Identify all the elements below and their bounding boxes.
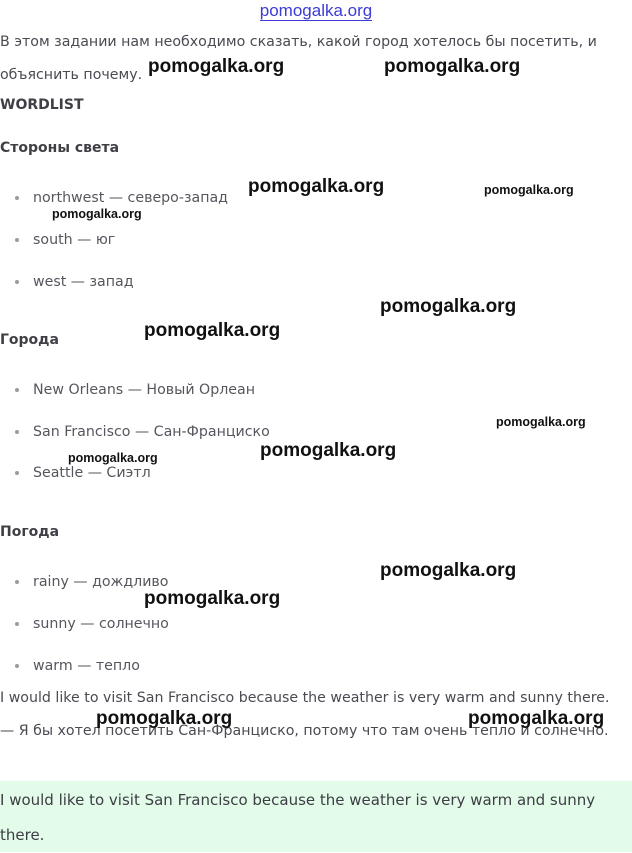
list-item-text: south — юг	[33, 232, 116, 248]
list-item	[15, 382, 255, 398]
watermark: pomogalka.org	[52, 207, 142, 221]
watermark: pomogalka.org	[96, 708, 233, 729]
list-item-text: New Orleans — Новый Орлеан	[33, 382, 255, 398]
watermark: pomogalka.org	[384, 56, 521, 77]
list-item-text: Seattle — Сиэтл	[33, 465, 151, 481]
watermark: pomogalka.org	[496, 415, 586, 429]
cities-heading: Города	[0, 332, 59, 348]
bullet-icon	[15, 471, 19, 475]
list-item-text: sunny — солнечно	[33, 616, 169, 632]
bullet-icon	[15, 622, 19, 626]
watermark: pomogalka.org	[144, 588, 281, 609]
watermark: pomogalka.org	[484, 183, 574, 197]
list-item-text: west — запад	[33, 274, 134, 290]
site-header	[0, 0, 632, 26]
bullet-icon	[15, 388, 19, 392]
watermark: pomogalka.org	[68, 451, 158, 465]
watermark: pomogalka.org	[148, 56, 285, 77]
watermark: pomogalka.org	[260, 440, 397, 461]
list-item	[15, 465, 151, 481]
list-item	[15, 616, 169, 632]
bullet-icon	[15, 664, 19, 668]
directions-heading: Стороны света	[0, 140, 120, 156]
watermark: pomogalka.org	[248, 176, 385, 197]
list-item	[15, 232, 115, 248]
bullet-icon	[15, 430, 19, 434]
list-item-text: northwest — северо-запад	[33, 190, 228, 206]
list-item	[15, 658, 140, 674]
watermark: pomogalka.org	[380, 560, 517, 581]
answer-box	[0, 781, 632, 852]
bullet-icon	[15, 280, 19, 284]
site-link[interactable]: pomogalka.org	[259, 1, 373, 20]
watermark: pomogalka.org	[144, 320, 281, 341]
bullet-icon	[15, 238, 19, 242]
weather-heading: Погода	[0, 524, 60, 540]
list-item-text: rainy — дождливо	[33, 574, 169, 590]
answer-text: I would like to visit San Francisco because the weather is very warm and sunny there.	[0, 791, 596, 844]
bullet-icon	[15, 580, 19, 584]
list-item	[15, 190, 228, 206]
list-item	[15, 424, 270, 440]
list-item-text: San Francisco — Сан-Франциско	[33, 424, 270, 440]
wordlist-heading: WORDLIST	[0, 97, 84, 113]
watermark: pomogalka.org	[380, 296, 517, 317]
watermark: pomogalka.org	[468, 708, 605, 729]
bullet-icon	[15, 196, 19, 200]
list-item	[15, 274, 134, 290]
intro-paragraph: В этом задании нам необходимо сказать, какой город хотелось бы посетить, и объяснить почему.	[0, 34, 597, 83]
example-paragraph: I would like to visit San Francisco because the weather is very warm and sunny there. — Я бы хотел посетить Сан-Франциско, потому что там очень тепло и солнечно.	[0, 690, 610, 739]
list-item-text: warm — тепло	[33, 658, 140, 674]
